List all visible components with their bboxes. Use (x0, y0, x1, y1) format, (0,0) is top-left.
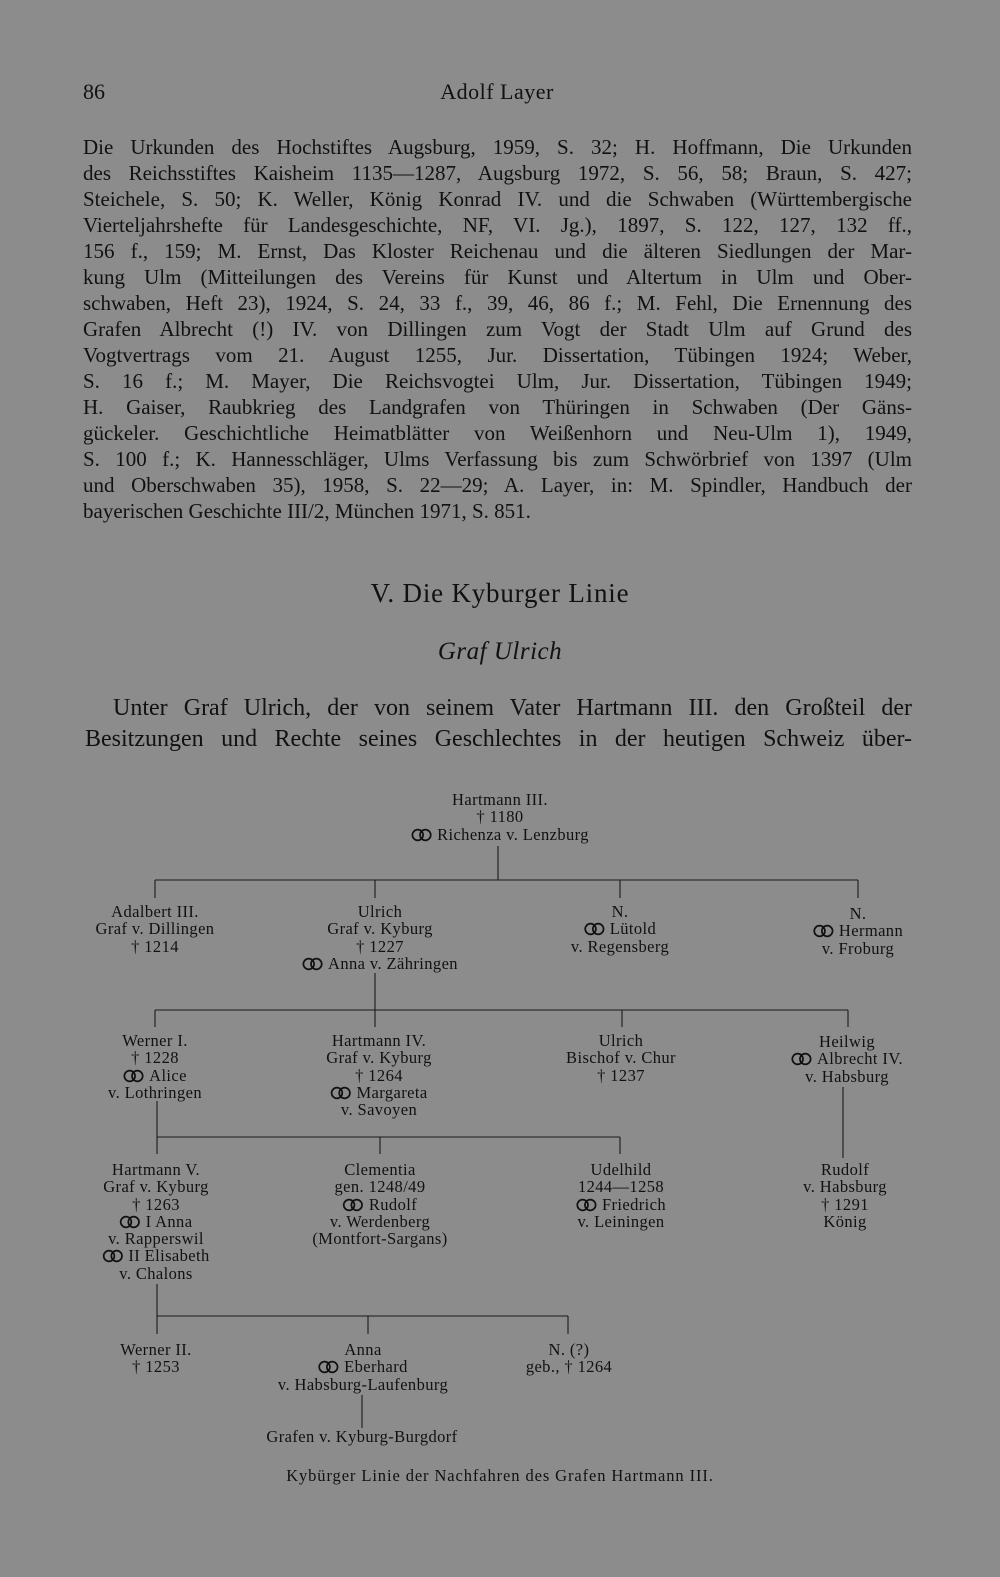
person-name: N. (849, 904, 867, 923)
reference-line: Grafen Albrecht (!) IV. von Dillingen zum Vogt der Stadt Ulm auf Grund des (83, 317, 912, 341)
person-name: Heilwig (819, 1032, 875, 1051)
running-title: Adolf Layer (440, 79, 554, 104)
marriage-symbol-icon (120, 1215, 141, 1229)
spouse-line (278, 1358, 448, 1375)
person-dates: gen. 1248/49 (334, 1177, 426, 1197)
spouse-house: v. Froburg (821, 938, 895, 958)
person-death: † 1214 (131, 936, 179, 956)
person-name: N. (611, 902, 629, 921)
reference-line: bayerischen Geschichte III/2, München 1971, S. 851. (83, 499, 531, 523)
tree-node-werner-ii (120, 1341, 191, 1376)
spouse-line (312, 1196, 447, 1213)
section-subheading: Graf Ulrich (437, 638, 563, 665)
spouse-line (411, 826, 589, 843)
spouse-name: Rudolf (368, 1194, 418, 1214)
spouse-house: v. Regensberg (570, 936, 670, 956)
person-name: Rudolf (820, 1160, 870, 1179)
person-house: v. Habsburg (803, 1177, 887, 1197)
person-name: Anna (344, 1340, 382, 1359)
tree-node-adalbert-iii (96, 903, 215, 955)
tree-node-descendants (266, 1428, 457, 1445)
marriage-symbol-icon (302, 957, 323, 971)
spouse-name: Margareta (356, 1082, 428, 1102)
tree-node-n-unknown (526, 1341, 612, 1376)
person-name: Adalbert III. (111, 902, 199, 921)
spouse-line (571, 920, 669, 937)
page-number: 86 (83, 79, 105, 104)
spouse-house: v. Lothringen (108, 1082, 202, 1102)
reference-line: 156 f., 159; M. Ernst, Das Kloster Reichenau und die älteren Siedlungen der Mar- (83, 239, 912, 263)
spouse-name: Richenza v. Lenzburg (437, 824, 589, 844)
marriage-symbol-icon (813, 924, 834, 938)
spouse-line (326, 1084, 432, 1101)
section-heading: V. Die Kyburger Linie (370, 578, 630, 608)
tree-node-udelhild (576, 1161, 666, 1230)
person-name: Werner I. (122, 1031, 188, 1050)
spouse-line (576, 1196, 666, 1213)
tree-node-heilwig (791, 1033, 903, 1085)
reference-line: H. Gaiser, Raubkrieg des Landgrafen von Thüringen in Schwaben (Der Gäns- (83, 395, 912, 419)
tree-node-hartmann-v (102, 1161, 209, 1282)
spouse-line (102, 1213, 209, 1230)
spouse-name: Hermann (838, 921, 904, 941)
spouse-line (791, 1050, 903, 1067)
tree-node-anna (278, 1341, 448, 1393)
spouse-house: v. Savoyen (340, 1100, 418, 1120)
person-dates: geb., † 1264 (525, 1357, 613, 1377)
spouse-house: v. Habsburg-Laufenburg (277, 1374, 449, 1394)
reference-line: Steichele, S. 50; K. Weller, König Konrad IV. und die Schwaben (Württembergische (83, 187, 912, 211)
spouse-name: Alice (149, 1065, 187, 1085)
person-name: Hartmann III. (452, 790, 548, 809)
tree-node-clementia (312, 1161, 447, 1247)
spouse-line (108, 1067, 202, 1084)
spouse-name: Friedrich (601, 1194, 667, 1214)
tree-node-n-regensberg (571, 903, 669, 955)
body-line: Unter Graf Ulrich, der von seinem Vater Hartmann III. den Großteil der (113, 695, 912, 721)
spouse-house: v. Werdenberg (329, 1211, 431, 1231)
spouse-house: v. Leiningen (577, 1211, 665, 1231)
tree-node-hartmann-iii (411, 791, 589, 843)
reference-line: des Reichsstiftes Kaisheim 1135—1287, Augsburg 1972, S. 56, 58; Braun, S. 427; (83, 161, 912, 185)
person-title: Graf v. Dillingen (95, 919, 215, 939)
tree-node-werner-i (108, 1032, 202, 1101)
tree-node-rudolf-habsburg (803, 1161, 887, 1230)
marriage-symbol-icon (411, 828, 432, 842)
person-death: † 1227 (356, 936, 404, 956)
person-name: Ulrich (357, 902, 403, 921)
spouse-house-note: (Montfort-Sargans) (312, 1229, 448, 1249)
spouse-name: Lütold (609, 919, 657, 939)
person-title: Graf v. Kyburg (327, 919, 433, 939)
tree-node-ulrich (302, 903, 458, 972)
reference-line: gückeler. Geschichtliche Heimatblätter von Weißenhorn und Neu-Ulm 1), 1949, (83, 421, 912, 445)
figure-caption: Kybürger Linie der Nachfahren des Grafen Hartmann III. (286, 1466, 714, 1485)
person-name: Udelhild (590, 1160, 652, 1179)
marriage-symbol-icon (330, 1086, 351, 1100)
tree-node-ulrich-bishop (566, 1032, 676, 1084)
person-name: Ulrich (598, 1031, 644, 1050)
body-line: Besitzungen und Rechte seines Geschlechtes in der heutigen Schweiz über- (85, 726, 912, 752)
person-death: † 1253 (132, 1357, 180, 1377)
spouse-line (813, 922, 903, 939)
person-name: Hartmann IV. (331, 1031, 427, 1050)
reference-line: schwaben, Heft 23), 1924, S. 24, 33 f., 39, 46, 86 f.; M. Fehl, Die Ernennung des (83, 291, 912, 315)
spouse-line (102, 1247, 209, 1264)
person-dates: 1244—1258 (577, 1177, 665, 1197)
person-title: König (823, 1211, 867, 1231)
reference-line: Die Urkunden des Hochstiftes Augsburg, 1959, S. 32; H. Hoffmann, Die Urkunden (83, 135, 912, 159)
person-title: Bischof v. Chur (566, 1048, 676, 1068)
spouse-name: Anna v. Zähringen (328, 953, 458, 973)
marriage-symbol-icon (576, 1198, 597, 1212)
spouse-name: Albrecht IV. (816, 1049, 904, 1069)
tree-node-n-froburg (813, 905, 903, 957)
marriage-symbol-icon (318, 1360, 339, 1374)
person-name: Clementia (344, 1160, 416, 1179)
person-death: † 1180 (476, 807, 524, 827)
reference-line: S. 16 f.; M. Mayer, Die Reichsvogtei Ulm, Jur. Dissertation, Tübingen 1949; (83, 369, 912, 393)
person-death: † 1237 (597, 1065, 645, 1085)
person-name: Werner II. (120, 1340, 192, 1359)
reference-line: Vogtvertrags vom 21. August 1255, Jur. Dissertation, Tübingen 1924; Weber, (83, 343, 912, 367)
descendants-label: Grafen v. Kyburg-Burgdorf (266, 1427, 458, 1446)
spouse-house: v. Habsburg (805, 1066, 889, 1086)
person-death: † 1228 (131, 1048, 179, 1068)
spouse-line (302, 955, 458, 972)
marriage-symbol-icon (102, 1249, 123, 1263)
person-name: N. (?) (548, 1340, 590, 1359)
marriage-symbol-icon (791, 1052, 812, 1066)
spouse-name: II Elisabeth (128, 1246, 210, 1266)
marriage-symbol-icon (584, 922, 605, 936)
marriage-symbol-icon (123, 1069, 144, 1083)
reference-line: kung Ulm (Mitteilungen des Vereins für Kunst und Altertum in Ulm und Ober- (83, 265, 912, 289)
marriage-symbol-icon (343, 1198, 364, 1212)
person-death: † 1264 (355, 1065, 403, 1085)
spouse-house: v. Chalons (119, 1263, 193, 1283)
person-title: Graf v. Kyburg (326, 1048, 432, 1068)
reference-line: und Oberschwaben 35), 1958, S. 22—29; A. Layer, in: M. Spindler, Handbuch der (83, 473, 912, 497)
person-name: Hartmann V. (111, 1160, 201, 1179)
tree-node-hartmann-iv (326, 1032, 432, 1118)
reference-line: Vierteljahrshefte für Landesgeschichte, NF, VI. Jg.), 1897, S. 122, 127, 132 ff., (83, 213, 912, 237)
person-death: † 1291 (821, 1194, 869, 1214)
reference-line: S. 100 f.; K. Hannesschläger, Ulms Verfassung bis zum Schwörbrief von 1397 (Ulm (83, 447, 912, 471)
spouse-name: Eberhard (344, 1357, 408, 1377)
person-title: Graf v. Kyburg (103, 1177, 209, 1197)
spouse-house: v. Rapperswil (108, 1229, 204, 1249)
spouse-name: I Anna (145, 1211, 193, 1231)
person-death: † 1263 (132, 1194, 180, 1214)
